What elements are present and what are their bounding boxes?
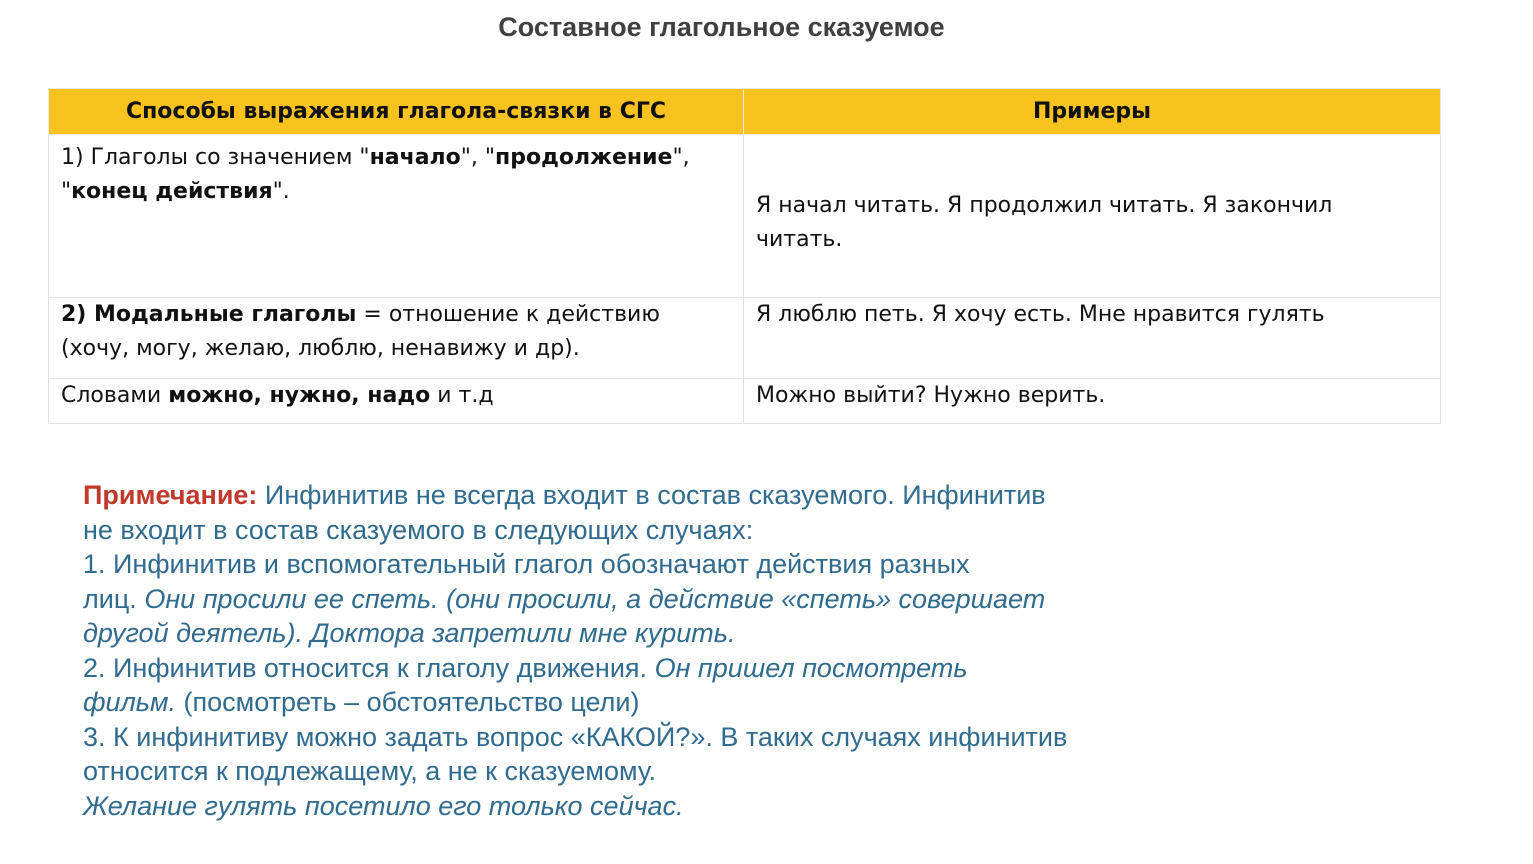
text-fragment: ", "	[460, 145, 496, 170]
text-fragment: и т.д	[430, 383, 494, 408]
note-line	[83, 616, 1163, 651]
header-examples: Примеры	[744, 89, 1441, 135]
note-block	[83, 478, 1163, 823]
method-cell	[49, 379, 744, 424]
bold-term: можно, нужно, надо	[168, 383, 431, 408]
bold-term: конец действия	[71, 179, 273, 204]
note-line: относится к подлежащему, а не к сказуемому.	[83, 756, 657, 786]
text-fragment: 1) Глаголы со значением "	[61, 145, 370, 170]
note-label: Примечание:	[83, 480, 258, 510]
text-fragment: Словами	[61, 383, 169, 408]
text-fragment: "	[61, 179, 72, 204]
example-text: Я начал читать. Я продолжил читать. Я закончил	[756, 193, 1333, 218]
method-cell	[49, 135, 744, 298]
text-fragment: = отношение к действию	[356, 302, 660, 327]
note-example: фильм.	[83, 687, 177, 717]
table-row	[49, 379, 1441, 424]
note-line: 3. К инфинитиву можно задать вопрос «КАКОЙ?». В таких случаях инфинитив	[83, 721, 1068, 752]
table-row	[49, 135, 1441, 298]
note-line: 1. Инфинитив и вспомогательный глагол обозначают действия разных	[83, 549, 970, 579]
note-example: Желание гулять посетило его только сейчас.	[83, 790, 684, 821]
note-line	[83, 651, 1163, 686]
note-text: 2. Инфинитив относится к глаголу движения.	[83, 652, 655, 683]
text-fragment: ",	[672, 145, 690, 170]
text-fragment: ".	[272, 179, 290, 204]
methods-table	[48, 88, 1441, 424]
table-row	[49, 298, 1441, 379]
note-line: не входит в состав сказуемого в следующих случаях:	[83, 514, 754, 545]
note-line	[83, 685, 1163, 720]
note-example: другой деятель). Доктора запретили мне курить.	[83, 618, 736, 648]
bold-term: начало	[369, 145, 461, 170]
text-fragment: (хочу, могу, желаю, люблю, ненавижу и др).	[61, 336, 580, 361]
note-example: Они просили ее спеть. (они просили, а действие «спеть» совершает	[144, 583, 1046, 614]
note-example: Он пришел посмотреть	[654, 652, 968, 683]
note-line	[83, 582, 1163, 617]
example-cell: Я люблю петь. Я хочу есть. Мне нравится гулять	[744, 298, 1441, 379]
bold-term: 2) Модальные глаголы	[61, 302, 357, 327]
header-methods: Способы выражения глагола-связки в СГС	[49, 89, 744, 135]
note-text: Инфинитив не всегда входит в состав сказуемого. Инфинитив	[257, 480, 1046, 510]
note-line	[83, 789, 1163, 824]
note-line	[83, 478, 1163, 513]
method-cell	[49, 298, 744, 379]
page-title: Составное глагольное сказуемое	[498, 12, 945, 42]
note-text: (посмотреть – обстоятельство цели)	[176, 687, 640, 717]
example-text: читать.	[756, 227, 843, 252]
example-cell: Можно выйти? Нужно верить.	[744, 379, 1441, 424]
example-cell	[744, 135, 1441, 298]
table-header-row	[49, 89, 1441, 135]
bold-term: продолжение	[495, 145, 673, 170]
note-text: лиц.	[83, 583, 145, 614]
